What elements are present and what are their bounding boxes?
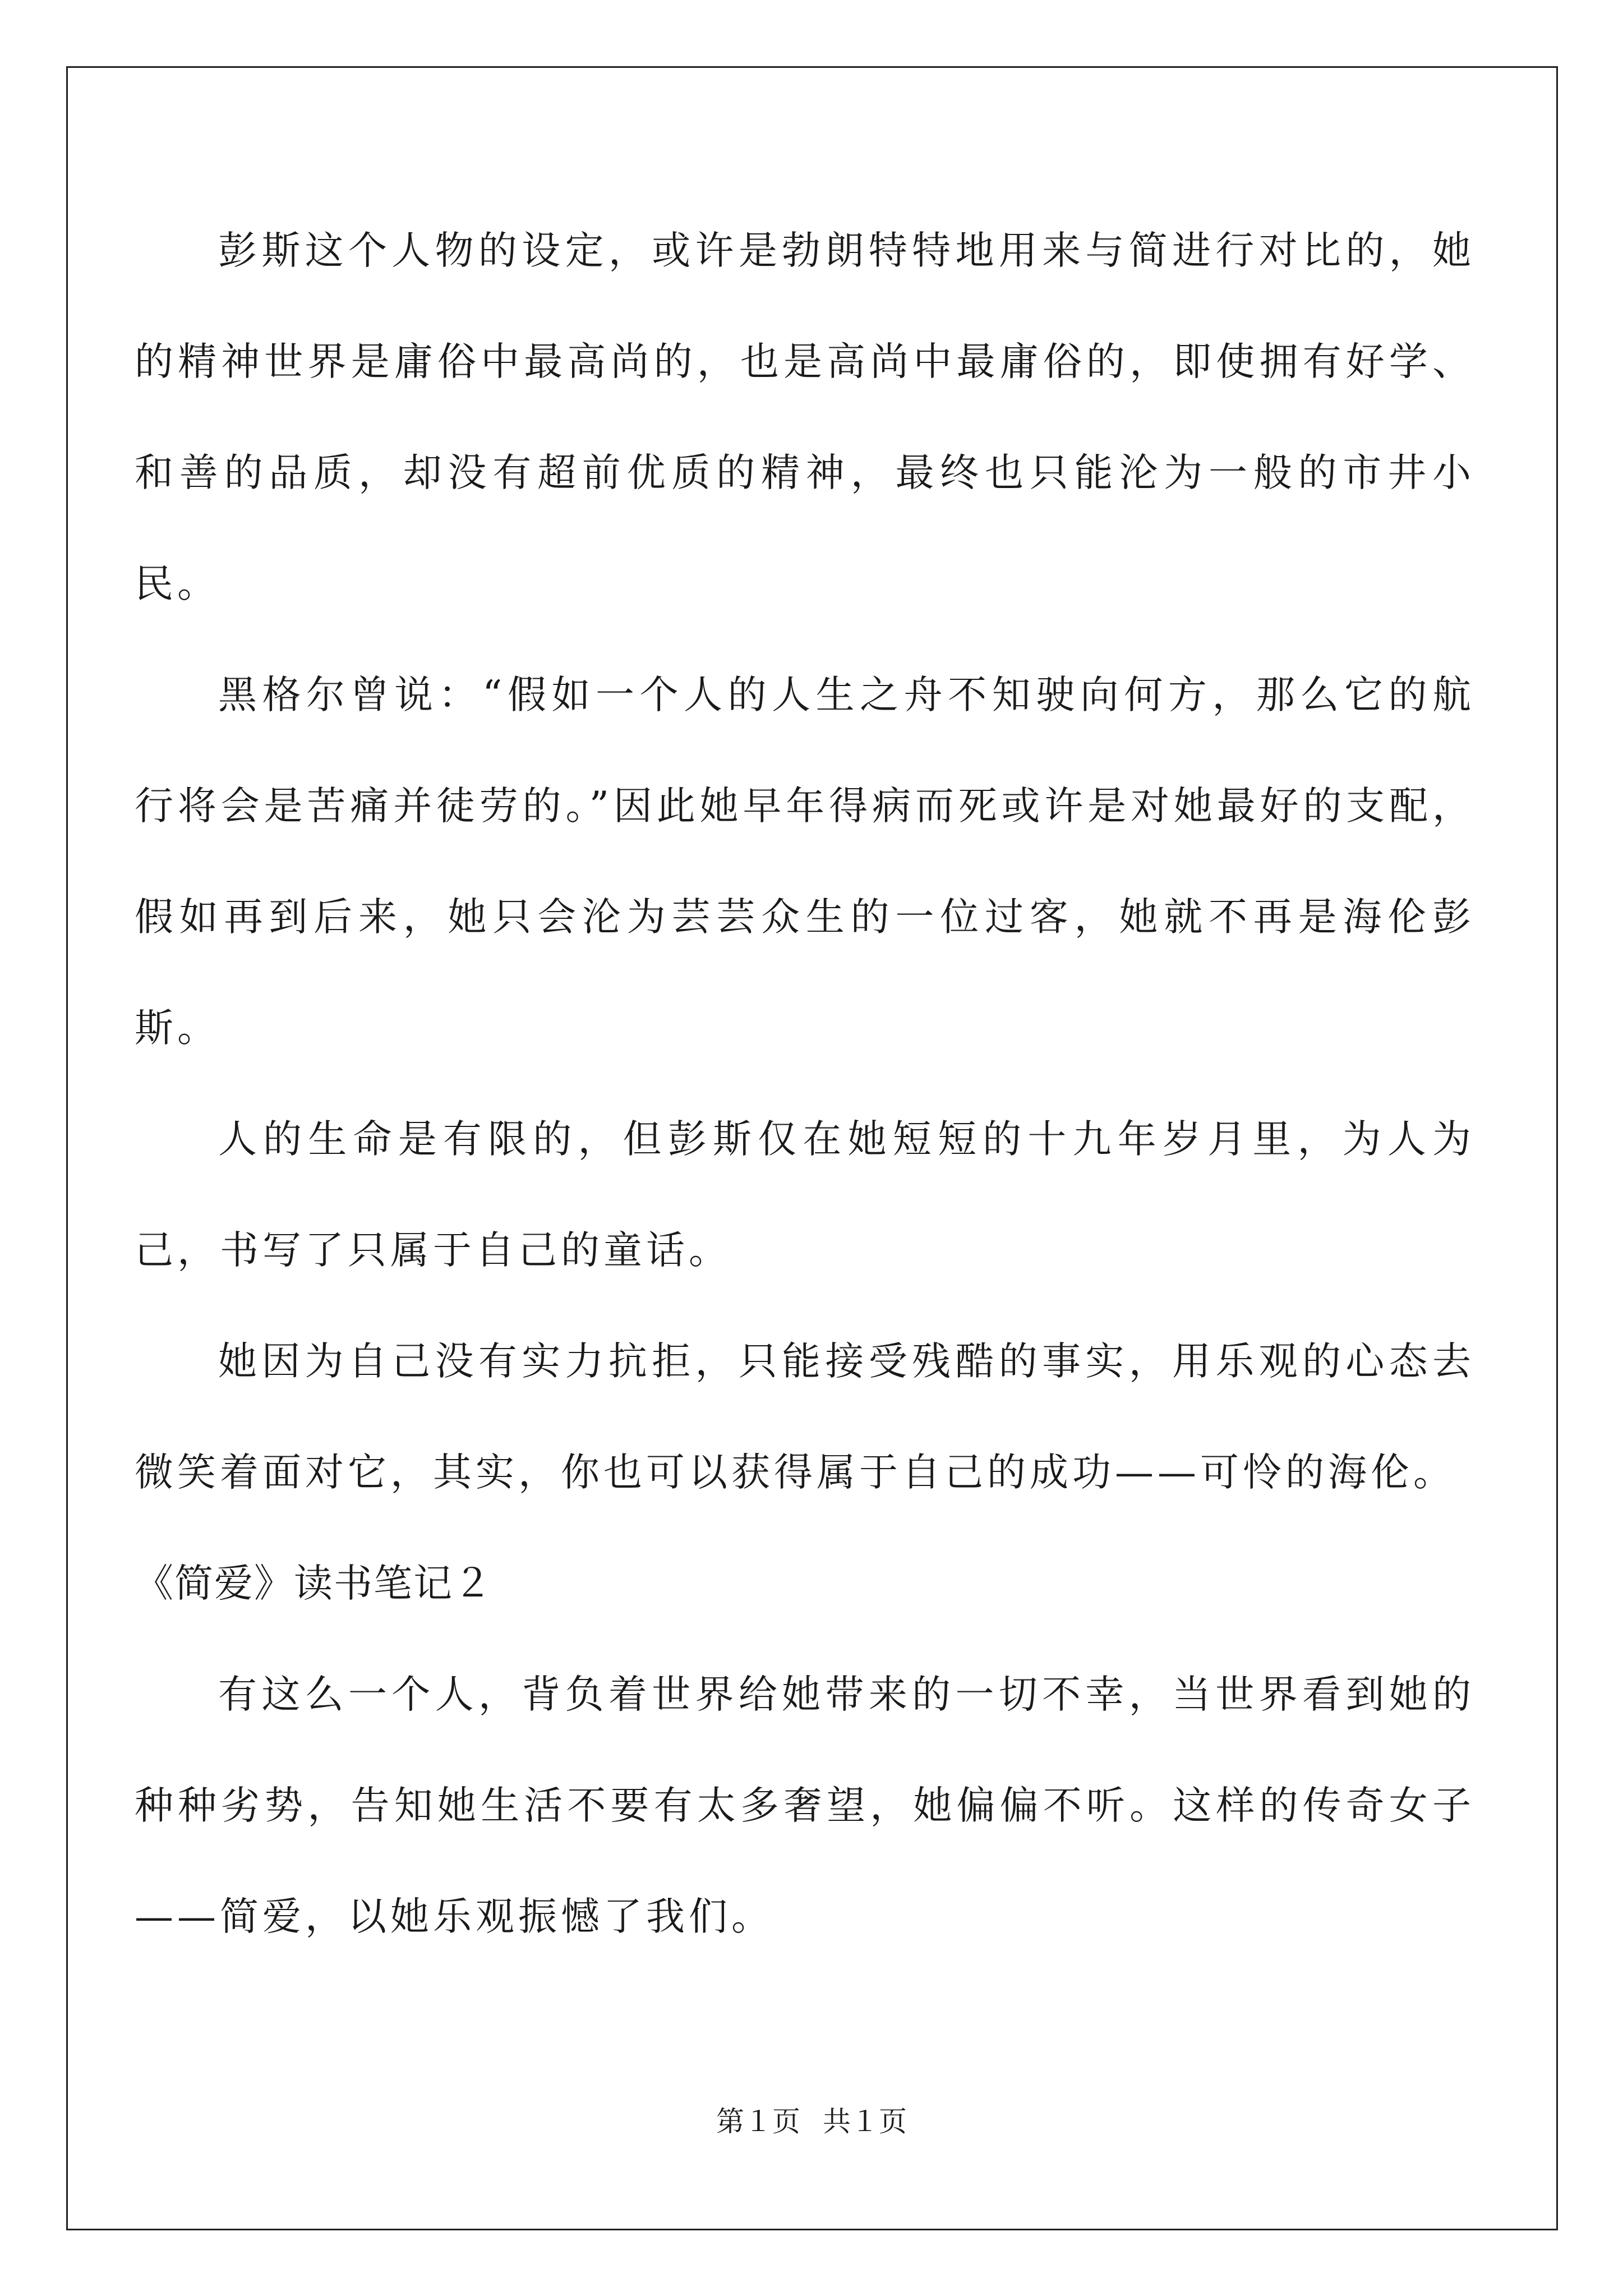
document-body — [135, 195, 1475, 1972]
paragraph-helen-success: 她因为自己没有实力抗拒，只能接受残酷的事实，用乐观的心态去微笑着面对它，其实，你也可以获得属于自己的成功——可怜的海伦。 — [135, 1339, 1475, 1495]
page-number: 第１页 — [716, 2105, 800, 2138]
paragraph-limited-life: 人的生命是有限的，但彭斯仅在她短短的十九年岁月里，为人为己，书写了只属于自己的童话。 — [135, 1117, 1475, 1273]
page-footer — [0, 2105, 1623, 2138]
paragraph-jane-eyre-intro: 有这么一个人，背负着世界给她带来的一切不幸，当世界看到她的种种劣势，告知她生活不要有太多奢望，她偏偏不听。这样的传奇女子——简爱，以她乐观振憾了我们。 — [135, 1672, 1475, 1939]
paragraph-hegel-quote: 黑格尔曾说：“假如一个人的人生之舟不知驶向何方，那么它的航行将会是苦痛并徒劳的。”因此她早年得病而死或许是对她最好的支配，假如再到后来，她只会沦为芸芸众生的一位过客，她就不再是海伦彭斯。 — [135, 673, 1475, 1051]
page-total: 共１页 — [823, 2105, 907, 2138]
paragraph-penns-character: 彭斯这个人物的设定，或许是勃朗特特地用来与简进行对比的，她的精神世界是庸俗中最高尚的，也是高尚中最庸俗的，即使拥有好学、和善的品质，却没有超前优质的精神，最终也只能沦为一般的市井小民。 — [135, 228, 1475, 606]
section-heading: 《简爱》读书笔记２ — [135, 1561, 493, 1606]
